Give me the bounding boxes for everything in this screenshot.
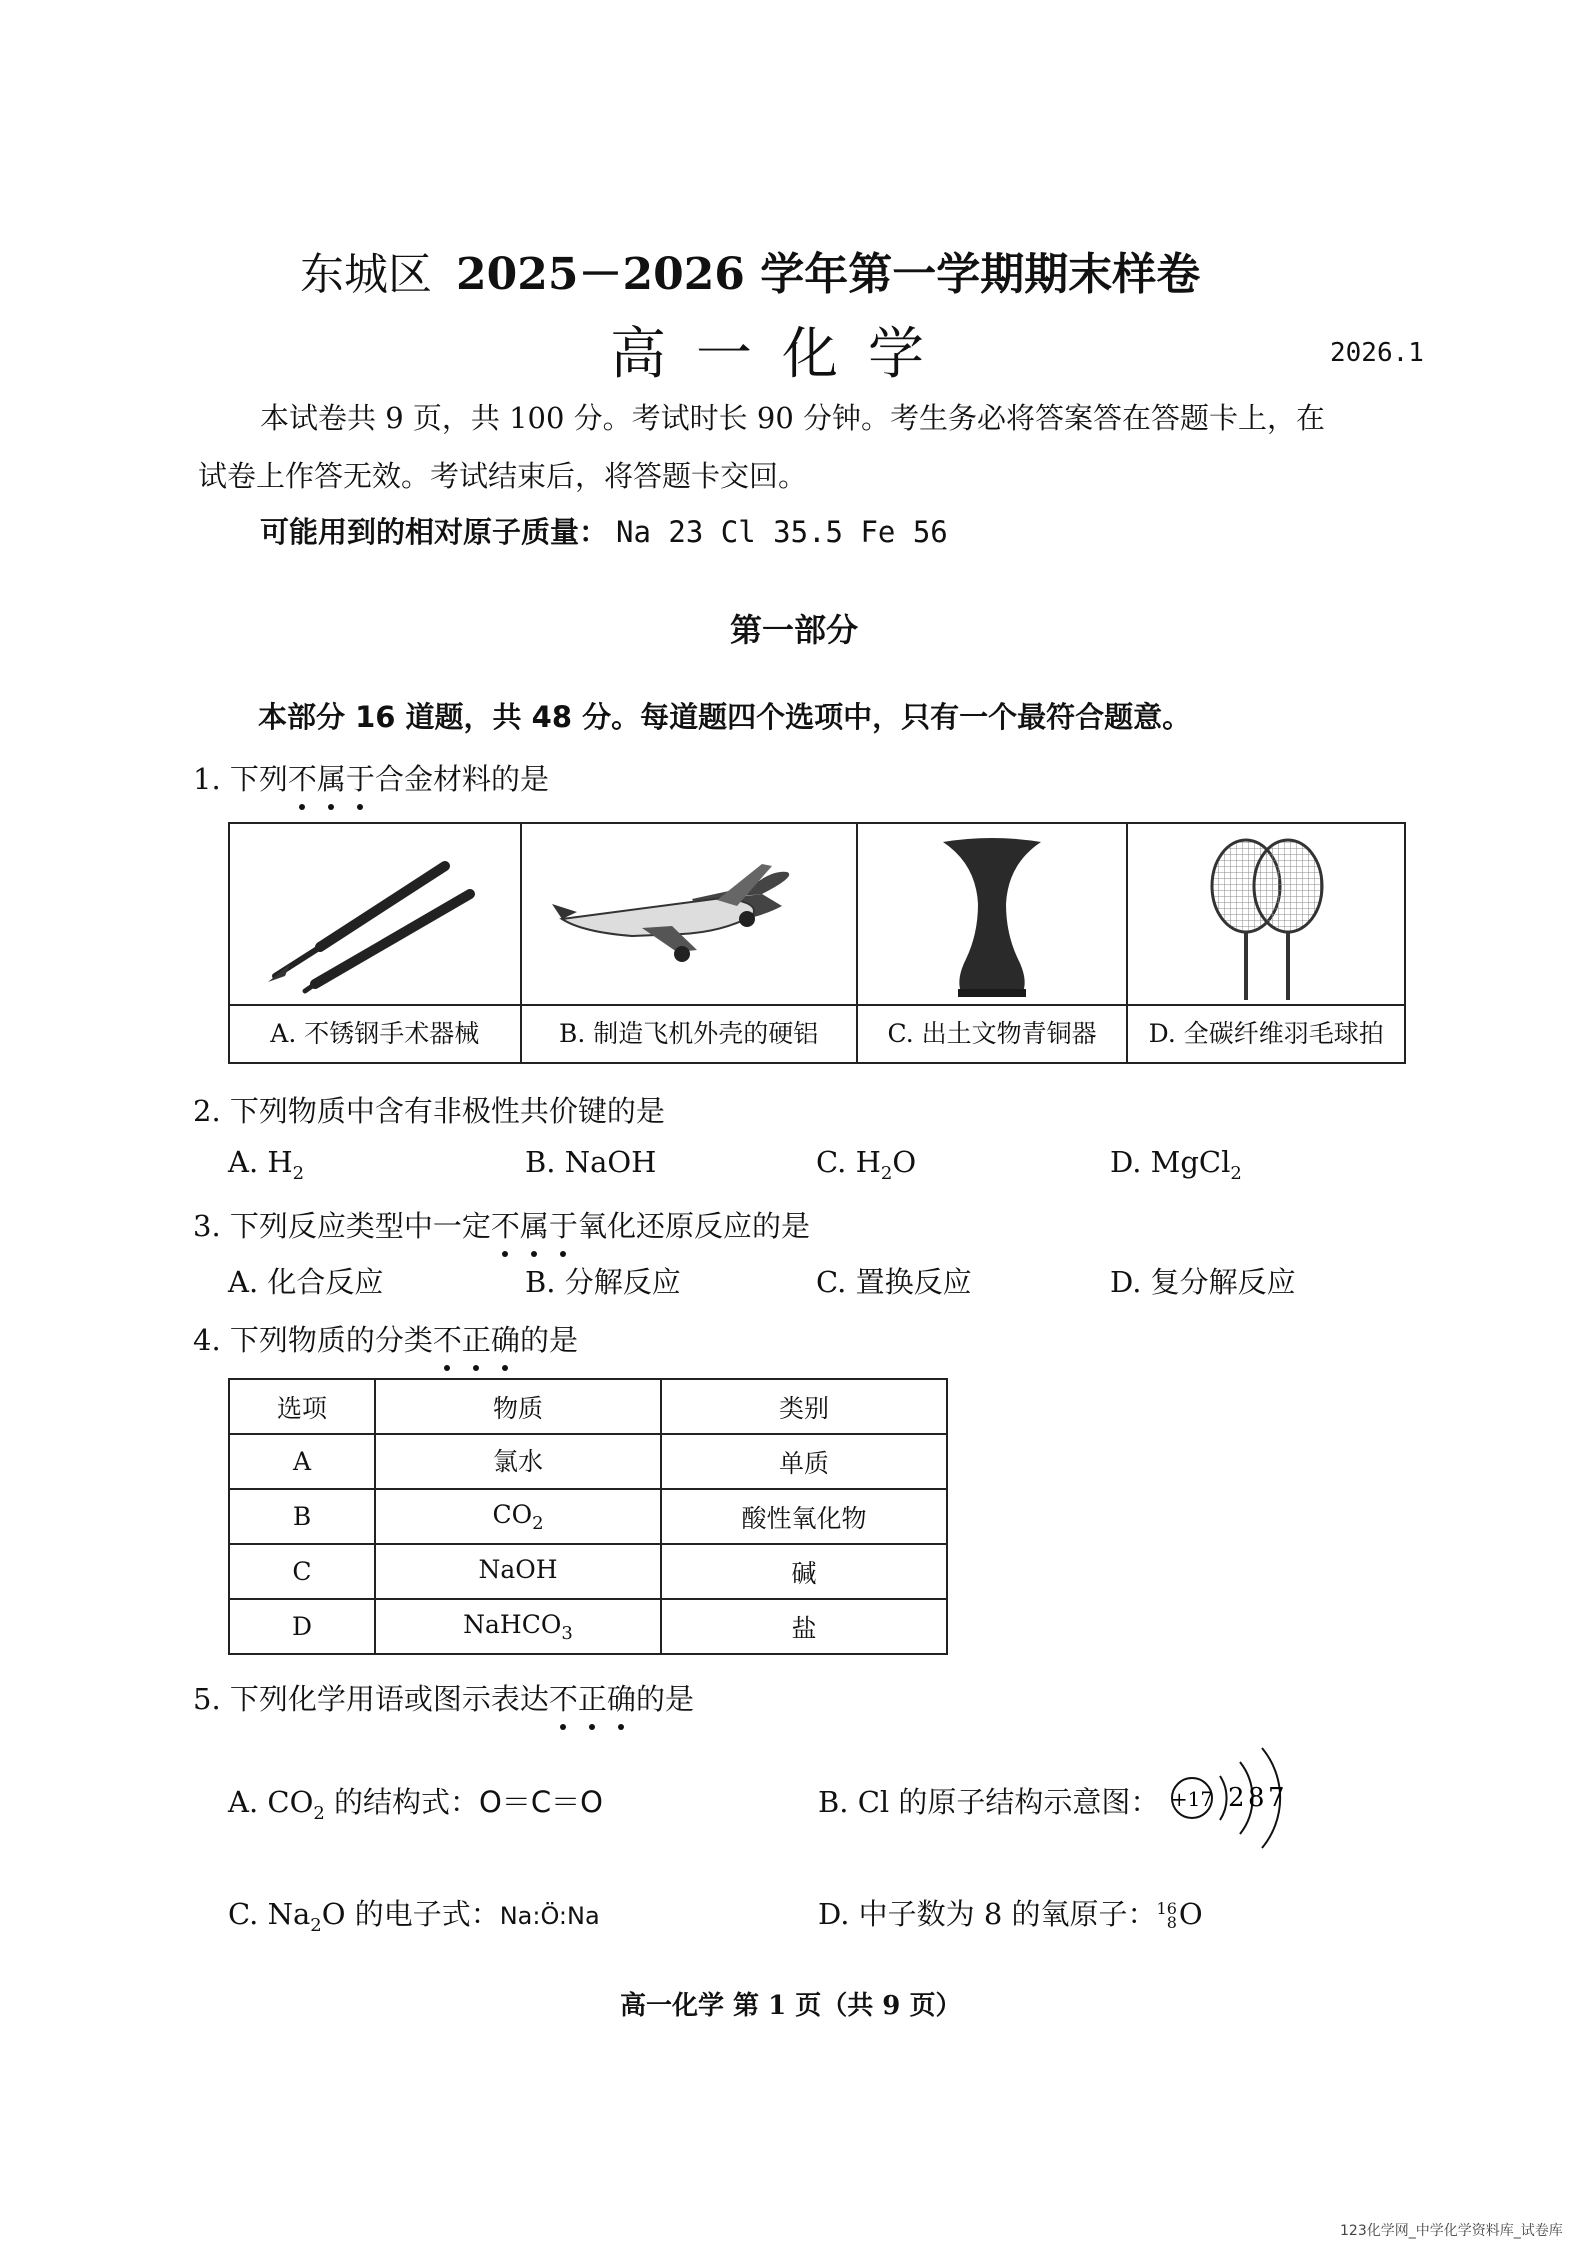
q2-option-c-text: C. H [816, 1145, 881, 1179]
option-a-cell [230, 824, 522, 1062]
row-option: D [229, 1599, 375, 1654]
mass-number: 16 [1156, 1899, 1177, 1918]
q2-option-c-suffix: O [892, 1145, 917, 1179]
oxygen-isotope-numbers [1156, 1899, 1177, 1932]
row-category: 单质 [661, 1434, 947, 1489]
chlorine-atom-structure-diagram [1168, 1738, 1288, 1858]
q1-emphasis-char: 不 [288, 757, 317, 798]
district-name: 东城区 [300, 249, 432, 300]
q1-stem-suffix: 合金材料的是 [374, 762, 549, 796]
row-option: B [229, 1489, 375, 1544]
q3-stem-prefix: 3. 下列反应类型中一定 [193, 1209, 491, 1243]
header-substance: 物质 [375, 1379, 661, 1434]
option-b-caption: B. 制造飞机外壳的硬铝 [522, 1004, 856, 1062]
row-substance [375, 1489, 661, 1544]
airplane-image [522, 824, 856, 1008]
q5-emphasis-char: 确 [607, 1677, 636, 1718]
substance-subscript: 2 [532, 1512, 544, 1534]
scalpel-image [230, 824, 520, 1008]
header-option: 选项 [229, 1379, 375, 1434]
instructions-line-1: 本试卷共 9 页，共 100 分。考试时长 90 分钟。考生务必将答案答在答题卡上，在 [260, 401, 1326, 435]
q3-stem-suffix: 氧化还原反应的是 [577, 1209, 810, 1243]
atomic-mass-line [260, 510, 948, 551]
table-header-row [229, 1379, 947, 1434]
atomic-mass-values: Na 23 Cl 35.5 Fe 56 [616, 515, 948, 549]
q2-option-d [1110, 1145, 1242, 1184]
q3-emphasis-char: 属 [520, 1204, 549, 1245]
q5-emphasis-char: 不 [549, 1677, 578, 1718]
q5-stem-prefix: 5. 下列化学用语或图示表达 [193, 1682, 549, 1716]
row-substance [375, 1434, 661, 1489]
shell-electrons-3: 7 [1268, 1783, 1285, 1813]
instructions-line-2: 试卷上作答无效。考试结束后，将答题卡交回。 [198, 459, 808, 493]
q1-stem-prefix: 1. 下列 [193, 762, 288, 796]
option-c-caption: C. 出土文物青铜器 [858, 1004, 1127, 1062]
badminton-racket-image [1128, 824, 1404, 1008]
co2-structural-formula: O＝C＝O [479, 1785, 603, 1819]
row-category: 酸性氧化物 [661, 1489, 947, 1544]
substance-text: 氯水 [492, 1447, 543, 1476]
q5-stem-suffix: 的是 [635, 1682, 694, 1716]
subject-title: 高一化学 [610, 322, 954, 387]
q4-emphasis-char: 不 [433, 1318, 462, 1359]
question-2-stem: 2. 下列物质中含有非极性共价键的是 [193, 1094, 665, 1128]
bronze-vessel-image [858, 824, 1127, 1008]
q1-emphasis-char: 属 [317, 757, 346, 798]
atomic-mass-label: 可能用到的相对原子质量： [260, 515, 609, 549]
table-row [229, 1489, 947, 1544]
q3-option-c: C. 置换反应 [816, 1265, 972, 1299]
q5-option-c-text: C. Na [228, 1897, 311, 1931]
option-c-cell [858, 824, 1129, 1062]
table-row [229, 1434, 947, 1489]
row-category: 盐 [661, 1599, 947, 1654]
header-category: 类别 [661, 1379, 947, 1434]
q2-option-d-subscript: 2 [1230, 1162, 1242, 1184]
exam-title [300, 238, 1200, 302]
q3-option-b: B. 分解反应 [525, 1265, 681, 1299]
q5-option-d-label: D. 中子数为 8 的氧原子： [818, 1897, 1157, 1931]
q5-option-b-label: B. Cl 的原子结构示意图： [818, 1785, 1160, 1819]
q5-option-c [228, 1892, 600, 1936]
part-one-intro: 本部分 16 道题，共 48 分。每道题四个选项中，只有一个最符合题意。 [258, 700, 1192, 734]
q5-option-a [228, 1780, 603, 1824]
atomic-number: 8 [1166, 1913, 1177, 1932]
q5-option-c-label: O 的电子式： [321, 1897, 500, 1931]
q5-option-b [818, 1780, 1159, 1821]
source-watermark: 123化学网_中学化学资料库_试卷库 [1340, 2223, 1563, 2239]
q4-stem-suffix: 的是 [519, 1323, 578, 1357]
q2-option-a-subscript: 2 [292, 1162, 305, 1184]
row-substance [375, 1544, 661, 1599]
q2-option-a-text: A. H [228, 1145, 293, 1179]
substance-text: NaHCO [463, 1609, 562, 1639]
question-4-table [228, 1378, 948, 1655]
q2-option-d-text: D. MgCl [1110, 1145, 1231, 1179]
exam-date: 2026.1 [1330, 338, 1424, 368]
q2-option-c-subscript: 2 [880, 1162, 893, 1184]
q5-option-a-label: 的结构式： [324, 1785, 480, 1819]
substance-subscript: 3 [561, 1622, 573, 1644]
page-footer: 高一化学 第 1 页（共 9 页） [620, 1991, 962, 2021]
question-3-stem [193, 1204, 810, 1245]
row-category: 碱 [661, 1544, 947, 1599]
q4-emphasis-char: 确 [491, 1318, 520, 1359]
q2-option-c [816, 1145, 916, 1184]
question-1-image-table [228, 822, 1406, 1064]
question-5-stem [193, 1677, 694, 1718]
na2o-electron-formula: Na:Ö:Na [499, 1902, 600, 1930]
row-substance [375, 1599, 661, 1654]
q5-emphasis-char: 正 [578, 1677, 607, 1718]
shell-electrons-2: 8 [1248, 1783, 1265, 1813]
q4-stem-prefix: 4. 下列物质的分类 [193, 1323, 433, 1357]
q5-option-c-subscript: 2 [310, 1914, 322, 1936]
row-option: A [229, 1434, 375, 1489]
element-symbol: O [1178, 1897, 1203, 1931]
nucleus-charge: +17 [1170, 1787, 1214, 1811]
q3-option-d: D. 复分解反应 [1110, 1265, 1296, 1299]
q1-emphasis-char: 于 [346, 757, 375, 798]
substance-text: NaOH [478, 1554, 558, 1584]
q5-option-a-text: A. CO [228, 1785, 314, 1819]
shell-electrons-1: 2 [1228, 1783, 1245, 1813]
q5-option-a-subscript: 2 [313, 1802, 325, 1824]
table-row [229, 1544, 947, 1599]
question-1-stem [193, 757, 549, 798]
q2-option-b: B. NaOH [525, 1145, 657, 1179]
table-row [229, 1599, 947, 1654]
q4-emphasis-char: 正 [462, 1318, 491, 1359]
option-a-caption: A. 不锈钢手术器械 [230, 1004, 520, 1062]
row-option: C [229, 1544, 375, 1599]
q2-option-a [228, 1145, 304, 1184]
q3-emphasis-char: 不 [491, 1204, 520, 1245]
option-b-cell [522, 824, 858, 1062]
option-d-cell [1128, 824, 1404, 1062]
part-one-title: 第一部分 [730, 611, 859, 649]
substance-text: CO [492, 1499, 533, 1529]
option-d-caption: D. 全碳纤维羽毛球拍 [1128, 1004, 1404, 1062]
q3-option-a: A. 化合反应 [228, 1265, 384, 1299]
question-4-stem [193, 1318, 578, 1359]
exam-term-title: 2025－2026 学年第一学期期末样卷 [456, 249, 1201, 300]
q5-option-d [818, 1892, 1203, 1933]
q3-emphasis-char: 于 [549, 1204, 578, 1245]
